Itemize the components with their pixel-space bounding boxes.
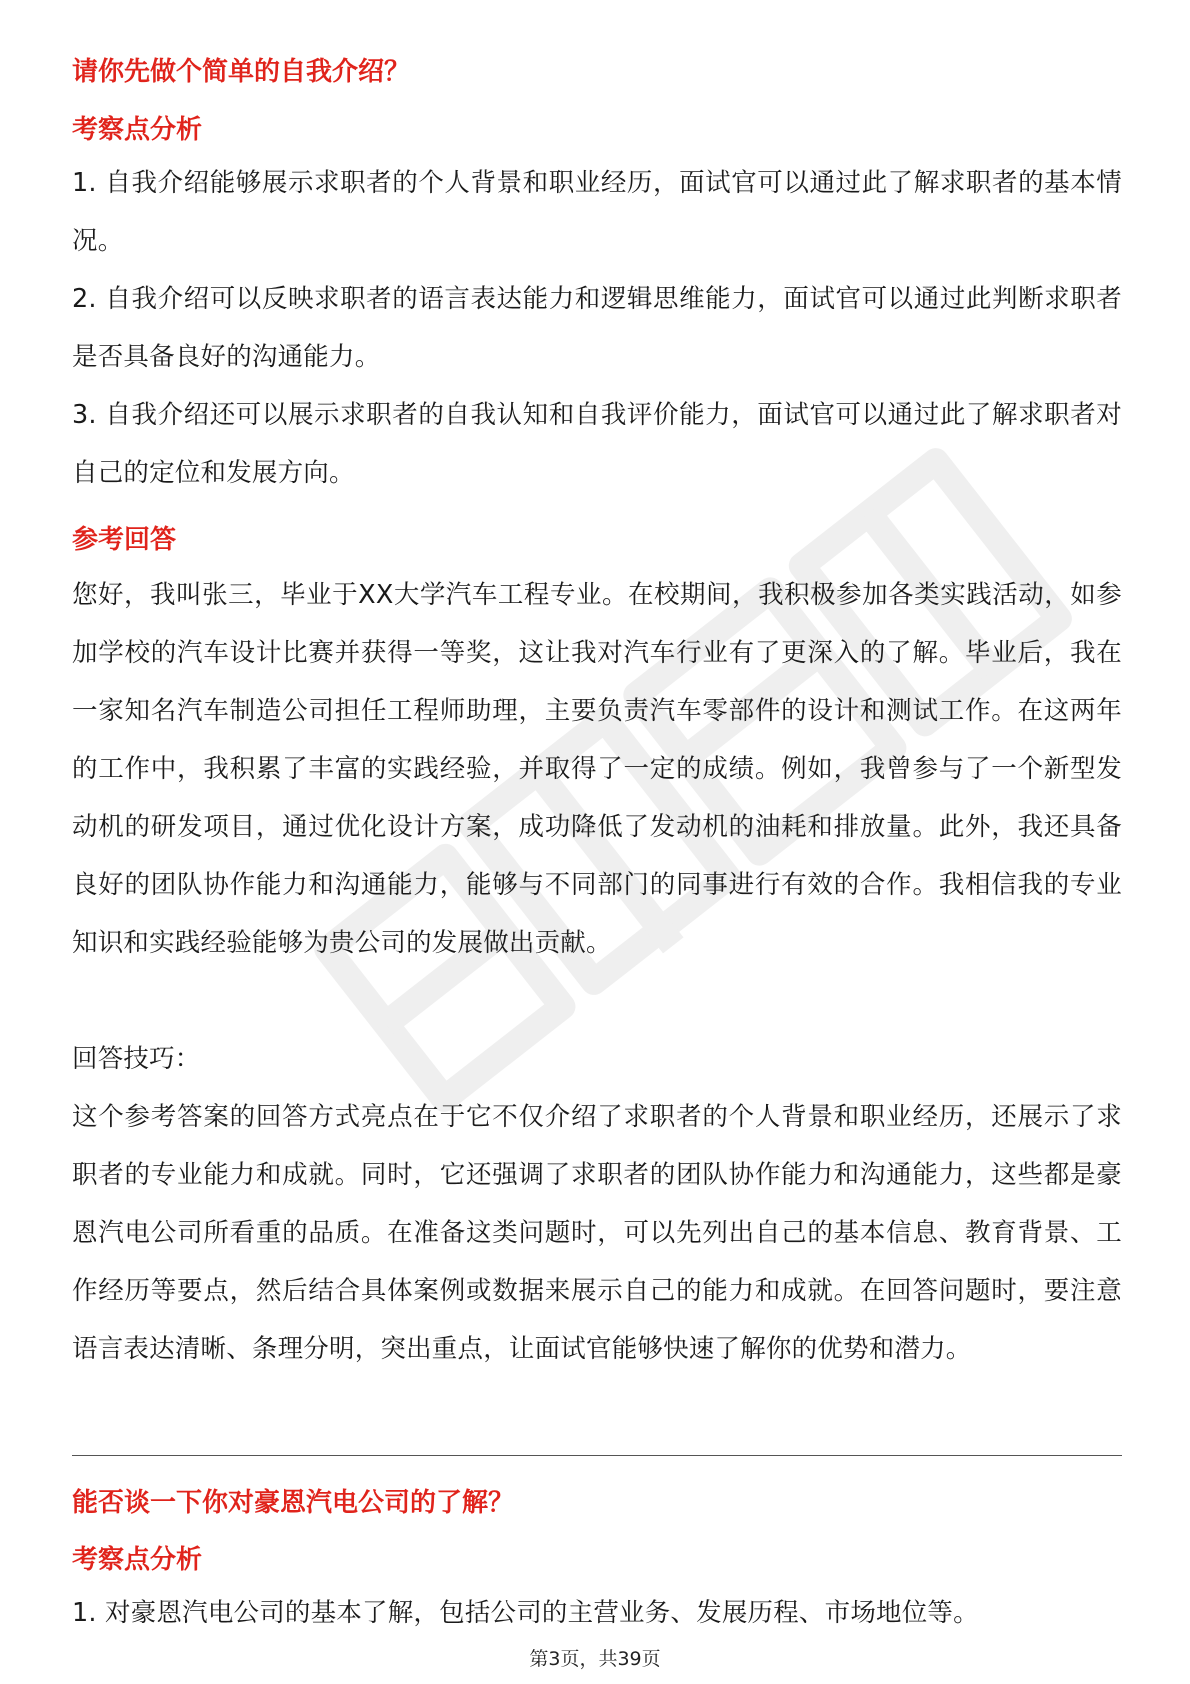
analysis-heading-1: 考察点分析 (72, 115, 203, 145)
tips-text: 这个参考答案的回答方式亮点在于它不仅介绍了求职者的个人背景和职业经历，还展示了求职者的专业能力和成就。同时，它还强调了求职者的团队协作能力和沟通能力，这些都是豪恩汽电公司所看重的品质。在准备这类问题时，可以先列出自己的基本信息、教育背景、工作经历等要点，然后结合具体案例或数据来展示自己的能力和成就。在回答问题时，要注意语言表达清晰、条理分明，突出重点，让面试官能够快速了解你的优势和潜力。 (72, 1102, 1122, 1364)
reference-answer: 您好，我叫张三，毕业于XX大学汽车工程专业。在校期间，我积极参加各类实践活动，如参加学校的汽车设计比赛并获得一等奖，这让我对汽车行业有了更深入的了解。毕业后，我在一家知名汽车制造公司担任工程师助理，主要负责汽车零部件的设计和测试工作。在这两年的工作中，我积累了丰富的实践经验，并取得了一定的成绩。例如，我曾参与了一个新型发动机的研发项目，通过优化设计方案，成功降低了发动机的油耗和排放量。此外，我还具备良好的团队协作能力和沟通能力，能够与不同部门的同事进行有效的合作。我相信我的专业知识和实践经验能够为贵公司的发展做出贡献。 (72, 580, 1122, 958)
question-title-2: 能否谈一下你对豪恩汽电公司的了解？ (72, 1488, 515, 1518)
question-title-1: 请你先做个简单的自我介绍？ (72, 57, 411, 87)
section-divider (72, 1455, 1122, 1456)
analysis-point: 3. 自我介绍还可以展示求职者的自我认知和自我评价能力，面试官可以通过此了解求职者对自己的定位和发展方向。 (72, 400, 1122, 488)
analysis-point: 1. 自我介绍能够展示求职者的个人背景和职业经历，面试官可以通过此了解求职者的基本情况。 (72, 168, 1122, 256)
analysis-points-2 (72, 1584, 1122, 1642)
analysis-point: 2. 自我介绍可以反映求职者的语言表达能力和逻辑思维能力，面试官可以通过此判断求职者是否具备良好的沟通能力。 (72, 284, 1122, 372)
tips-label: 回答技巧： (72, 1044, 201, 1074)
answer-heading: 参考回答 (72, 525, 177, 555)
analysis-point: 1. 对豪恩汽电公司的基本了解，包括公司的主营业务、发展历程、市场地位等。 (72, 1598, 979, 1628)
analysis-heading-2: 考察点分析 (72, 1545, 203, 1575)
page-number: 第3页，共39页 (529, 1648, 661, 1670)
analysis-points-1 (72, 154, 1122, 502)
